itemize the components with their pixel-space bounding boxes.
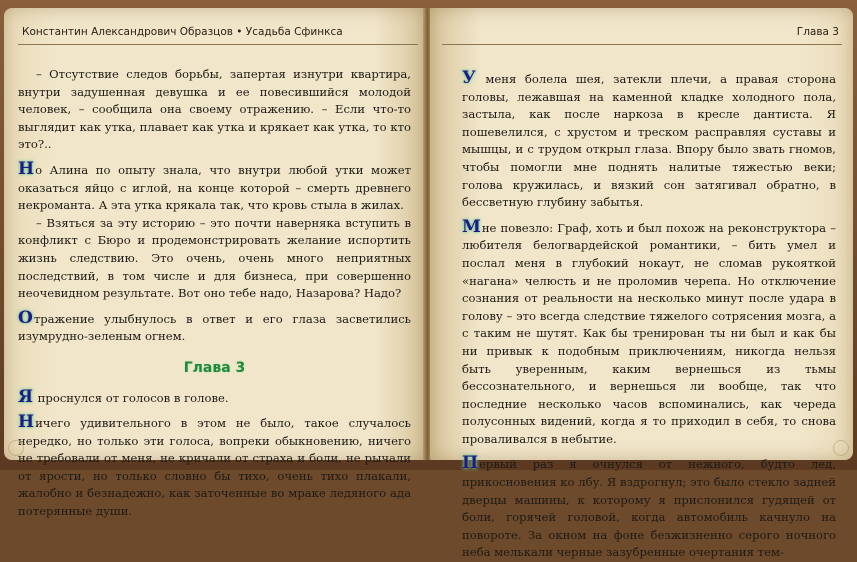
paragraph [462, 68, 836, 212]
paragraph-body: ичего удивительного в этом не было, такое случалось нередко, но только эти голоса, вопреки обыкновению, ничего не требовали от меня, не кричали от страха и боли, не рычали от ярости, но только словно бы тихо, очень тихо плакали, жалобно и безнадежно, как заточенные во мраке ледяного ада потерянные души. [18, 416, 411, 519]
left-page [4, 8, 425, 519]
paragraph [462, 216, 836, 449]
right-page [430, 8, 853, 560]
paragraph: – Взяться за эту историю – это почти наверняка вступить в конфликт с Бюро и продемонстрировать желание испортить жизнь следствию. Это очень, очень много неприятных последствий, в том числе и для бизнеса, при совершенно неочевидном результате. Вот оно тебе надо, Назарова? Надо? [18, 215, 411, 301]
paragraph [18, 412, 411, 521]
paragraph [462, 453, 836, 562]
paragraph [18, 307, 411, 346]
paragraph: – Отсутствие следов борьбы, запертая изнутри квартира, внутри задушенная девушка и ее повесившийся молодой человек, – сообщила она своему отражению. – Если что-то выглядит как утка, плавает как утка и крякает как утка, то кто это?.. [18, 67, 411, 152]
corner-ornament [8, 440, 24, 456]
paragraph-body: тражение улыбнулось в ответ и его глаза засветились изумрудно-зеленым огнем. [18, 311, 411, 344]
drop-cap: У [462, 68, 476, 88]
paragraph-body: о Алина по опыту знала, что внутри любой утки может оказаться яйцо с иглой, на конце которой – смерть древнего некроманта. А эта утка крякала так, что кровь стыла в жилах. [18, 162, 411, 213]
drop-cap: Н [18, 158, 35, 179]
paragraph-body: не повезло: Граф, хоть и был похож на реконструктора – любителя белогвардейской романтики, – бить умел и послал меня в глубокий нокаут, не сломав рукояткой «нагана» челюсть и не проломив черепа. Но отключение сознания от реальности на несколько минут после удара в голову – это всегда следствие тяжелого сотрясения мозга, а с таким не шутят. Как бы тренирован ты ни был и как бы ни привык к подобным приключениям, никогда нельзя быть уверенным, каким вернешься из тьмы бессознательного, и вернешься ли вообще, так что последние несколько часов вспоминались, как череда полусонных видений, когда я то приходил в себя, то снова проваливался в небытие. [462, 220, 836, 446]
drop-cap: П [462, 453, 479, 474]
left-page-text [18, 66, 411, 521]
header-rule [18, 44, 418, 45]
running-header-author: Константин Александрович Образцов • Усадьба Сфинкса [22, 26, 343, 38]
running-header-chapter: Глава 3 [796, 26, 839, 38]
header-rule [442, 44, 842, 45]
chapter-title: Глава 3 [183, 359, 246, 376]
corner-ornament [833, 440, 849, 456]
paragraph [18, 158, 411, 215]
paragraph-body: меня болела шея, затекли плечи, а правая сторона головы, лежавшая на каменной кладке холодного пола, застыла, как после наркоза в кресле дантиста. Я пошевелился, с хрустом и треском расправляя суставы и мышцы, и с трудом открыл глаза. Впору было звать гномов, чтобы помогли мне поднять налитые тяжестью веки; голова кружилась, и вязкий сон затягивал обратно, в бессветную глубину забытья. [462, 72, 836, 210]
drop-cap: Н [18, 412, 35, 433]
drop-cap: Я [18, 386, 33, 407]
right-page-text [462, 68, 836, 562]
paragraph-body: ервый раз я очнулся от нежного, будто лед, прикосновения ко лбу. Я вздрогнул; это было стекло задней дверцы машины, к которому я прислонился гудящей от боли, горячей головой, когда автомобиль качнуло на повороте. За окном на фоне безжизненно серого ночного неба мелькали черные зазубренные очертания тем- [462, 457, 836, 560]
drop-cap: О [18, 307, 33, 328]
paragraph-body: проснулся от голосов в голове. [34, 390, 229, 405]
drop-cap: М [462, 216, 481, 237]
paragraph [18, 386, 411, 408]
